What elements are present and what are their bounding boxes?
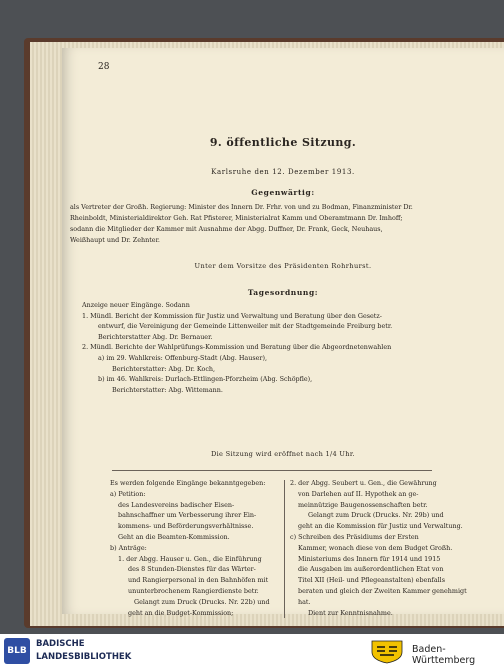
left-column [110, 478, 278, 618]
text-line: Anzeige neuer Eingänge. Sodann [82, 301, 190, 309]
agenda-list [82, 300, 462, 395]
book-page [62, 48, 504, 617]
text-line: Dient zur Kenntnisnahme. [308, 608, 393, 617]
text-line: 2. Mündl. Berichte der Wahlprüfungs-Kommission und Beratung über die Abgeordnetenwahlen [82, 343, 392, 352]
text-line: Berichterstatter Abg. Dr. Bernauer. [98, 332, 213, 341]
present-line: als Vertreter der Großh. Regierung: Minister des Innern Dr. Frhr. von und zu Bodman, Finanzminister Dr. [70, 203, 413, 211]
text-line: Ministeriums des Innern für 1914 und 1915 [298, 554, 441, 563]
text-line: Kammer, wonach diese von dem Budget Großh. [298, 543, 453, 552]
text-line: entwurf, die Vereinigung der Gemeinde Littenweiler mit der Stadtgemeinde Freiburg betr. [98, 322, 393, 331]
text-line: kommens- und Beförderungsverhältnisse. [118, 522, 254, 531]
text-line: 1. der Abgg. Hauser u. Gen., die Einführung [118, 554, 262, 563]
blb-name-line2: LANDESBIBLIOTHEK [36, 652, 132, 662]
text-line: geht an die Budget-Kommission; [128, 608, 234, 617]
text-line: geht an die Kommission für Justiz und Verwaltung. [298, 522, 463, 531]
text-line: b) im 46. Wahlkreis: Durlach-Ettlingen-Pforzheim (Abg. Schöpfle), [98, 375, 313, 384]
text-line: hat. [298, 597, 311, 606]
text-line: ununterbrochenem Rangierdienste betr. [128, 586, 259, 595]
text-line: meinnützige Baugenossenschaften betr. [298, 500, 428, 509]
present-line: Weißhaupt und Dr. Zehnter. [70, 236, 160, 244]
blb-logo[interactable]: BLB [4, 638, 30, 664]
separator-rule [112, 470, 432, 471]
text-line: die Ausgaben im außerordentlichen Etat von [298, 565, 444, 574]
present-line: sodann die Mitglieder der Kammer mit Ausnahme der Abgg. Duffner, Dr. Frank, Geck, Neuhaus, [70, 225, 383, 233]
column-divider [284, 480, 285, 618]
page-number: 28 [98, 62, 110, 72]
session-title: 9. öffentliche Sitzung. [209, 136, 357, 149]
text-line: des 8 Stunden-Dienstes für das Wärter- [128, 565, 256, 574]
text-line: beraten und gleich der Zweiten Kammer genehmigt [298, 586, 467, 595]
text-line: und Rangierpersonal in den Bahnhöfen mit [128, 576, 269, 585]
text-line: Es werden folgende Eingänge bekanntgegeben: [110, 479, 266, 487]
dateline: Karlsruhe den 12. Dezember 1913. [211, 168, 355, 176]
blb-name[interactable] [36, 638, 131, 664]
text-line: bahnschaffner um Verbesserung ihrer Ein- [118, 511, 257, 520]
opening-line: Die Sitzung wird eröffnet nach 1/4 Uhr. [211, 450, 355, 458]
text-line: a) Petition: [110, 489, 146, 498]
bw-name[interactable]: Baden-Württemberg [412, 644, 476, 666]
text-line: c) Schreiben des Präsidiums der Ersten [290, 532, 419, 541]
text-line: Titel XII (Heil- und Pflegeanstalten) ebenfalls [298, 576, 445, 585]
agenda-heading: Tagesordnung: [247, 288, 319, 297]
text-line: Gelangt zum Druck (Drucks. Nr. 29b) und [308, 511, 444, 520]
right-column [290, 478, 466, 618]
present-heading: Gegenwärtig: [251, 188, 315, 197]
present-list [70, 202, 460, 246]
text-line: a) im 29. Wahlkreis: Offenburg-Stadt (Abg. Hauser), [98, 353, 267, 362]
text-line: 1. Mündl. Bericht der Kommission für Justiz und Verwaltung und Beratung über den Gesetz- [82, 311, 382, 320]
coat-of-arms-icon [368, 638, 406, 664]
blb-name-line1: BADISCHE [36, 639, 85, 649]
text-line: b) Anträge: [110, 543, 147, 552]
text-line: Berichterstatter: Abg. Dr. Koch, [112, 364, 216, 373]
text-line: des Landesvereins badischer Eisen- [118, 500, 235, 509]
text-line: von Darlehen auf II. Hypothek an ge- [298, 489, 419, 498]
text-line: Gelangt zum Druck (Drucks. Nr. 22b) und [134, 597, 270, 606]
chair-line: Unter dem Vorsitze des Präsidenten Rohrhurst. [194, 262, 372, 270]
text-line: 2. der Abgg. Seubert u. Gen., die Gewährung [290, 479, 437, 487]
text-line: Geht an die Beamten-Kommission. [118, 532, 230, 541]
footer-banner [0, 634, 504, 669]
present-line: Rheinboldt, Ministerialdirektor Geh. Rat Pfisterer, Ministerialrat Kamm und Oberamtmann Dr. Imhoff; [70, 214, 403, 222]
text-line: Berichterstatter: Abg. Wittemann. [112, 385, 223, 394]
